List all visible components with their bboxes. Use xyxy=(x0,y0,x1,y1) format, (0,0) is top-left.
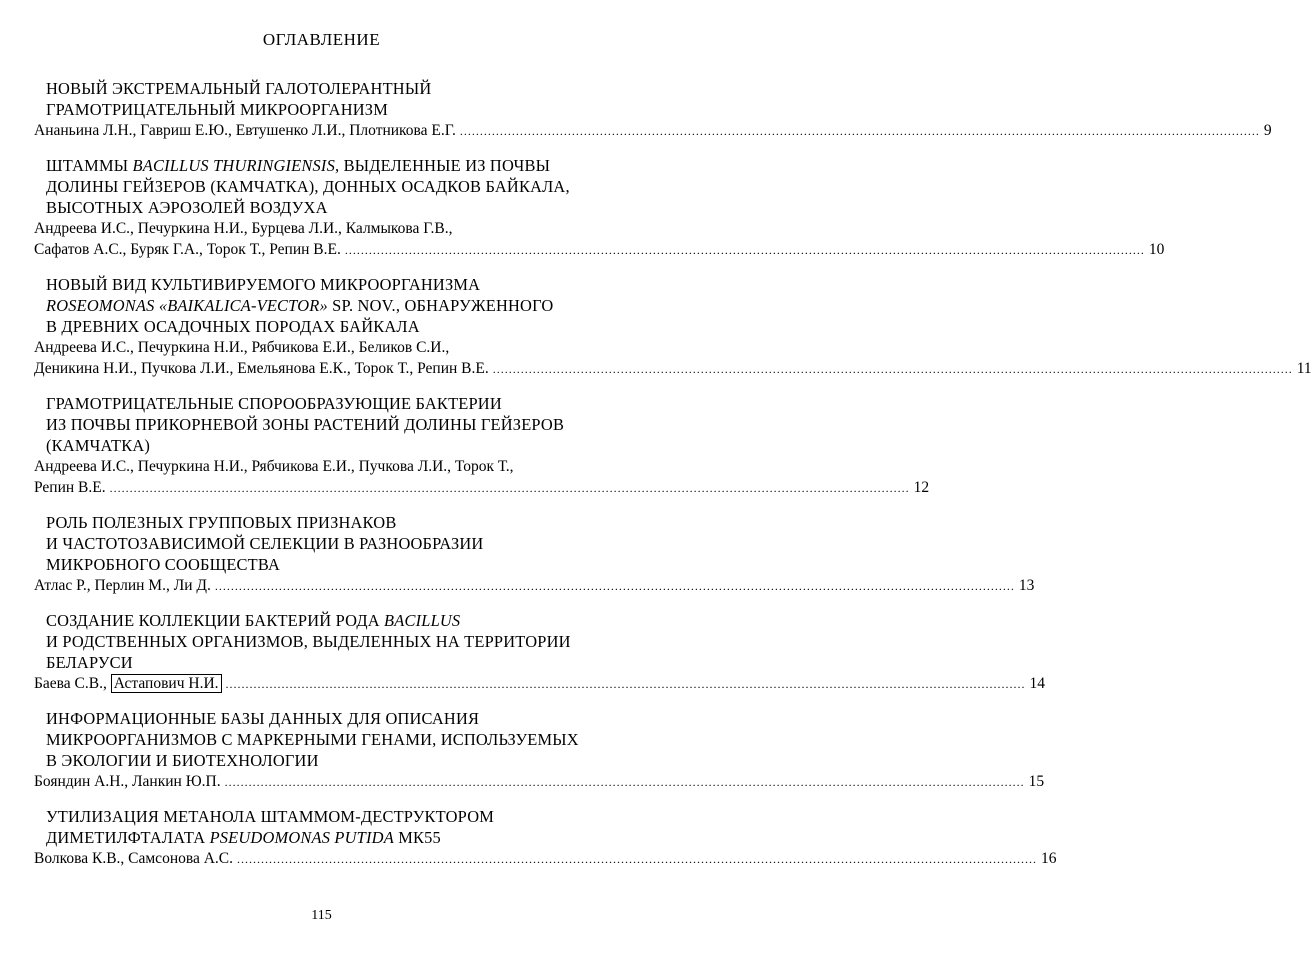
entry-title xyxy=(34,806,612,848)
table-of-contents xyxy=(34,78,1312,883)
page-number: 9 xyxy=(1263,122,1272,139)
title-text: ДИМЕТИЛФТАЛАТА xyxy=(46,828,210,847)
title-line: УТИЛИЗАЦИЯ МЕТАНОЛА ШТАММОМ-ДЕСТРУКТОРОМ xyxy=(46,807,495,826)
page-number: 15 xyxy=(1028,773,1045,790)
title-line: В ДРЕВНИХ ОСАДОЧНЫХ ПОРОДАХ БАЙКАЛА xyxy=(46,317,420,336)
dot-leader: ........................................................................................................................................................................................................ xyxy=(492,362,1293,376)
title-line: МИКРООРГАНИЗМОВ С МАРКЕРНЫМИ ГЕНАМИ, ИСПОЛЬЗУЕМЫХ xyxy=(46,730,579,749)
species-name: PSEUDOMONAS PUTIDA xyxy=(209,828,394,847)
title-line: РОЛЬ ПОЛЕЗНЫХ ГРУППОВЫХ ПРИЗНАКОВ xyxy=(46,513,397,532)
toc-entry xyxy=(34,155,1165,261)
entry-title xyxy=(34,274,612,337)
title-line: ДОЛИНЫ ГЕЙЗЕРОВ (КАМЧАТКА), ДОННЫХ ОСАДКОВ БАЙКАЛА, xyxy=(46,177,570,196)
title-text: МК55 xyxy=(393,828,441,847)
page-number: 12 xyxy=(913,479,930,496)
authors: Андреева И.С., Печуркина Н.И., Рябчикова Е.И., Беликов С.И., xyxy=(34,339,450,356)
authors-leader-line xyxy=(34,848,1057,870)
authors: Деникина Н.И., Пучкова Л.И., Емельянова Е.К., Торок Т., Репин В.Е. xyxy=(34,360,489,377)
species-name: BACILLUS THURINGIENSIS xyxy=(132,156,335,175)
title-line: ГРАМОТРИЦАТЕЛЬНЫЙ МИКРООРГАНИЗМ xyxy=(46,100,388,119)
toc-entry xyxy=(34,393,930,499)
title-line: МИКРОБНОГО СООБЩЕСТВА xyxy=(46,555,281,574)
species-name: BACILLUS xyxy=(384,611,461,630)
authors: Андреева И.С., Печуркина Н.И., Бурцева Л.И., Калмыкова Г.В., xyxy=(34,220,453,237)
title-line: ВЫСОТНЫХ АЭРОЗОЛЕЙ ВОЗДУХА xyxy=(46,198,328,217)
author-text: Баева С.В., xyxy=(34,675,111,692)
title-text: СОЗДАНИЕ КОЛЛЕКЦИИ БАКТЕРИЙ РОДА xyxy=(46,611,385,630)
title-line: ИНФОРМАЦИОННЫЕ БАЗЫ ДАННЫХ ДЛЯ ОПИСАНИЯ xyxy=(46,709,480,728)
authors-leader-line xyxy=(34,771,1045,793)
authors-leader-line xyxy=(34,673,1046,695)
title-line: НОВЫЙ ВИД КУЛЬТИВИРУЕМОГО МИКРООРГАНИЗМА xyxy=(46,275,481,294)
highlighted-author: Астапович Н.И. xyxy=(111,674,222,693)
entry-title xyxy=(34,512,612,575)
title-line: И РОДСТВЕННЫХ ОРГАНИЗМОВ, ВЫДЕЛЕННЫХ НА ТЕРРИТОРИИ xyxy=(46,632,571,651)
dot-leader: ........................................................................................................................................................................................................ xyxy=(224,775,1025,789)
authors: Сафатов А.С., Буряк Г.А., Торок Т., Репин В.Е. xyxy=(34,241,341,258)
title-line xyxy=(46,827,612,848)
authors-leader-line xyxy=(34,120,1272,142)
title-line: ГРАМОТРИЦАТЕЛЬНЫЕ СПОРООБРАЗУЮЩИЕ БАКТЕРИИ xyxy=(46,394,502,413)
toc-entry xyxy=(34,78,1272,142)
species-name: ROSEOMONAS «BAIKALICA-VECTOR» xyxy=(46,296,328,315)
title-line xyxy=(46,610,612,631)
authors: Репин В.Е. xyxy=(34,479,106,496)
title-text: SP. NOV., ОБНАРУЖЕННОГО xyxy=(327,296,554,315)
title-line xyxy=(46,155,612,176)
authors: Волкова К.В., Самсонова А.С. xyxy=(34,850,234,867)
authors: Бояндин А.Н., Ланкин Ю.П. xyxy=(34,773,221,790)
dot-leader: ........................................................................................................................................................................................................ xyxy=(344,243,1145,257)
toc-entry xyxy=(34,806,1057,870)
authors-leader-line xyxy=(34,239,1165,261)
dot-leader: ........................................................................................................................................................................................................ xyxy=(225,677,1026,691)
page-title: ОГЛАВЛЕНИЕ xyxy=(262,30,381,49)
page-number: 11 xyxy=(1296,360,1312,377)
authors: Андреева И.С., Печуркина Н.И., Рябчикова Е.И., Пучкова Л.И., Торок Т., xyxy=(34,458,514,475)
authors-leader-line xyxy=(34,358,1312,380)
entry-title xyxy=(34,78,612,120)
toc-entry xyxy=(34,512,1035,597)
entry-title xyxy=(34,610,612,673)
entry-title xyxy=(34,393,612,456)
toc-entry xyxy=(34,610,1046,695)
title-text: , ВЫДЕЛЕННЫЕ ИЗ ПОЧВЫ xyxy=(334,156,551,175)
title-line: ИЗ ПОЧВЫ ПРИКОРНЕВОЙ ЗОНЫ РАСТЕНИЙ ДОЛИНЫ ГЕЙЗЕРОВ xyxy=(46,415,565,434)
dot-leader: ........................................................................................................................................................................................................ xyxy=(214,579,1015,593)
entry-title xyxy=(34,708,612,771)
title-line: И ЧАСТОТОЗАВИСИМОЙ СЕЛЕКЦИИ В РАЗНООБРАЗИИ xyxy=(46,534,484,553)
page-number: 10 xyxy=(1148,241,1165,258)
dot-leader: ........................................................................................................................................................................................................ xyxy=(459,124,1260,138)
page-number-footer: 115 xyxy=(311,908,332,923)
title-line: НОВЫЙ ЭКСТРЕМАЛЬНЫЙ ГАЛОТОЛЕРАНТНЫЙ xyxy=(46,79,432,98)
title-line: БЕЛАРУСИ xyxy=(46,653,133,672)
authors xyxy=(34,673,222,694)
toc-entry xyxy=(34,274,1312,380)
title-text: ШТАММЫ xyxy=(46,156,133,175)
title-line xyxy=(46,295,612,316)
page-number: 13 xyxy=(1018,577,1035,594)
dot-leader: ........................................................................................................................................................................................................ xyxy=(109,481,910,495)
toc-entry xyxy=(34,708,1045,793)
page-number: 14 xyxy=(1029,675,1046,692)
entry-title xyxy=(34,155,612,218)
authors-leader-line xyxy=(34,477,930,499)
title-line: В ЭКОЛОГИИ И БИОТЕХНОЛОГИИ xyxy=(46,751,319,770)
title-line: (КАМЧАТКА) xyxy=(46,436,151,455)
page-number: 16 xyxy=(1041,850,1057,867)
authors-leader-line xyxy=(34,575,1035,597)
authors: Атлас Р., Перлин М., Ли Д. xyxy=(34,577,211,594)
dot-leader: ........................................................................................................................................................................................................ xyxy=(237,852,1038,866)
authors: Ананьина Л.Н., Гавриш Е.Ю., Евтушенко Л.И., Плотникова Е.Г. xyxy=(34,122,456,139)
